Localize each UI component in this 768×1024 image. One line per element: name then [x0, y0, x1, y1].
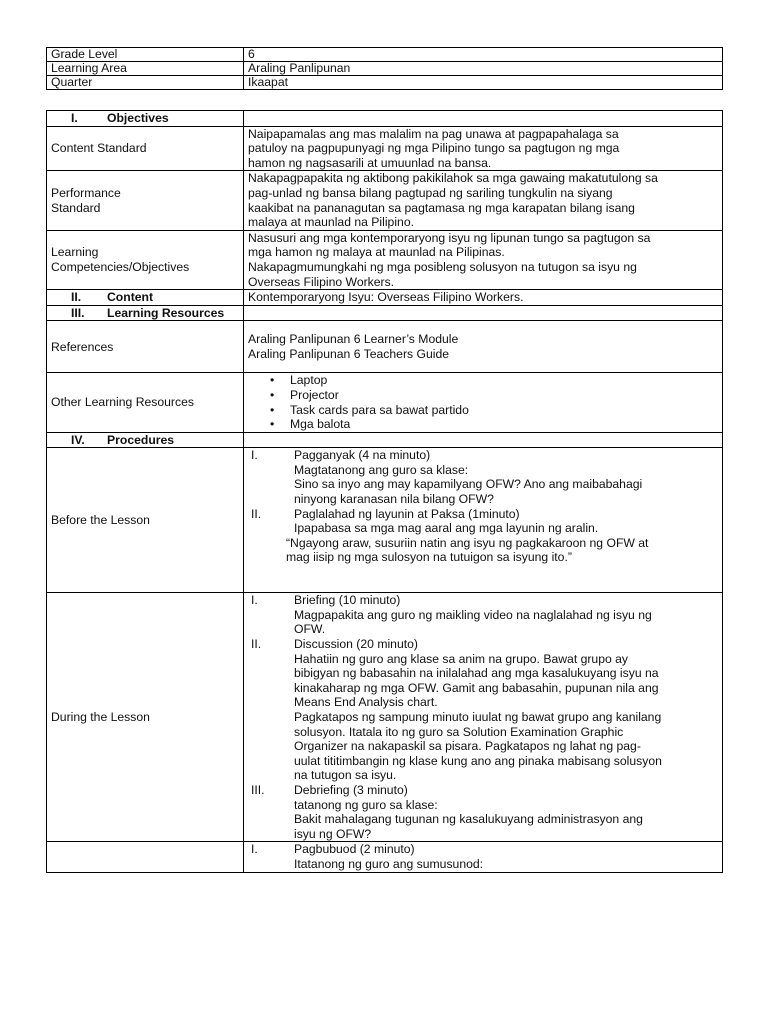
resources-header: III. Learning Resources: [47, 305, 244, 321]
competencies-label: Learning Competencies/Objectives: [47, 230, 244, 289]
objectives-header: I. Objectives: [47, 111, 244, 127]
content-value: Kontemporaryong Isyu: Overseas Filipino Workers.: [244, 290, 723, 306]
other-resources-row: [47, 373, 723, 432]
lesson-table: [46, 110, 723, 873]
list-item: • Mga balota: [270, 417, 718, 432]
list-item: • Projector: [270, 388, 718, 403]
other-resources-label: Other Learning Resources: [47, 373, 244, 432]
learning-area-row: [47, 62, 723, 76]
performance-standard-row: [47, 171, 723, 230]
other-resources-list: [244, 373, 723, 432]
objectives-header-row: [47, 111, 723, 127]
procedures-header: IV. Procedures: [47, 432, 244, 448]
content-standard-row: [47, 126, 723, 171]
grade-level-row: [47, 48, 723, 62]
references-text: Araling Panlipunan 6 Learner’s Module Araling Panlipunan 6 Teachers Guide: [244, 321, 723, 373]
before-lesson-label: Before the Lesson: [47, 448, 244, 593]
during-lesson-text: I. Briefing (10 minuto) Magpapakita ang guro ng maikling video na naglalahad ng isyu ng OFW. II. Discussion (20 minuto) Hahatiin ng guro ang klase sa anim na grupo. Bawat grupo ay bibigyan ng babasahin na inilalahad ang mga kasalukuyang isyu na kinakaharap ng mga OFW. Gamit ang babasahin, pupunan nila ang Means End Analysis chart. Pagkatapos ng sampung minuto iuulat ng bawat grupo ang kanilang solusyon. Itatala ito ng guro sa Solution Examination Graphic Organizer na nakapaskil sa pisara. Pagkatapos ng lahat ng pag- uulat tititimbangin ng klase kung ano ang pinaka mabisang solusyon na tutugon sa isyu. III. Debriefing (3 minuto) tatanong ng guro sa klase: Bakit mahalagang tugunan ng kasalukuyang administrasyon ang isyu ng OFW?: [244, 593, 723, 842]
learning-area-label: Learning Area: [47, 62, 244, 76]
after-lesson-text: I. Pagbubuod (2 minuto) Itatanong ng guro ang sumusunod:: [244, 842, 723, 872]
quarter-label: Quarter: [47, 76, 244, 90]
list-item: • Task cards para sa bawat partido: [270, 403, 718, 418]
resources-header-row: [47, 305, 723, 321]
during-lesson-row: [47, 593, 723, 842]
after-lesson-label: [47, 842, 244, 872]
lesson-plan-page: [46, 47, 722, 873]
quarter-value: Ikaapat: [244, 76, 723, 90]
competencies-row: [47, 230, 723, 289]
info-table: [46, 47, 723, 90]
competencies-text: Nasusuri ang mga kontemporaryong isyu ng lipunan tungo sa pagtugon sa mga hamon ng malaya at maunlad na Pilipinas. Nakapagmumungkahi ng mga posibleng solusyon na tutugon sa isyu ng Overseas Filipino Workers.: [244, 230, 723, 289]
learning-area-value: Araling Panlipunan: [244, 62, 723, 76]
performance-standard-text: Nakapagpapakita ng aktibong pakikilahok sa mga gawaing makatutulong sa pag-unlad ng bansa bilang pagtupad ng sariling tungkulin na siyang kaakibat na pananagutan sa pagtamasa ng mga karapatan bilang isang malaya at maunlad na Pilipino.: [244, 171, 723, 230]
performance-standard-label: Performance Standard: [47, 171, 244, 230]
before-lesson-row: [47, 448, 723, 593]
grade-level-value: 6: [244, 48, 723, 62]
quarter-row: [47, 76, 723, 90]
before-lesson-text: I. Pagganyak (4 na minuto) Magtatanong ang guro sa klase: Sino sa inyo ang may kapamilyang OFW? Ano ang maibabahagi ninyong karanasan nila bilang OFW? II. Paglalahad ng layunin at Paksa (1minuto) Ipapabasa sa mga mag aaral ang mga layunin ng aralin. “Ngayong araw, susuriin natin ang isyu ng pagkakaroon ng OFW at mag iisip ng mga sulosyon na tutuigon sa isyung ito.”: [244, 448, 723, 593]
during-lesson-label: During the Lesson: [47, 593, 244, 842]
after-lesson-row: [47, 842, 723, 872]
procedures-header-row: [47, 432, 723, 448]
content-standard-text: Naipapamalas ang mas malalim na pag unawa at pagpapahalaga sa patuloy na pagpupunyagi ng mga Pilipino tungo sa pagtugon ng mga hamon ng nagsasarili at umuunlad na bansa.: [244, 126, 723, 171]
references-row: [47, 321, 723, 373]
grade-level-label: Grade Level: [47, 48, 244, 62]
list-item: • Laptop: [270, 373, 718, 388]
content-row: [47, 290, 723, 306]
content-standard-label: Content Standard: [47, 126, 244, 171]
content-header: II. Content: [47, 290, 244, 306]
references-label: References: [47, 321, 244, 373]
